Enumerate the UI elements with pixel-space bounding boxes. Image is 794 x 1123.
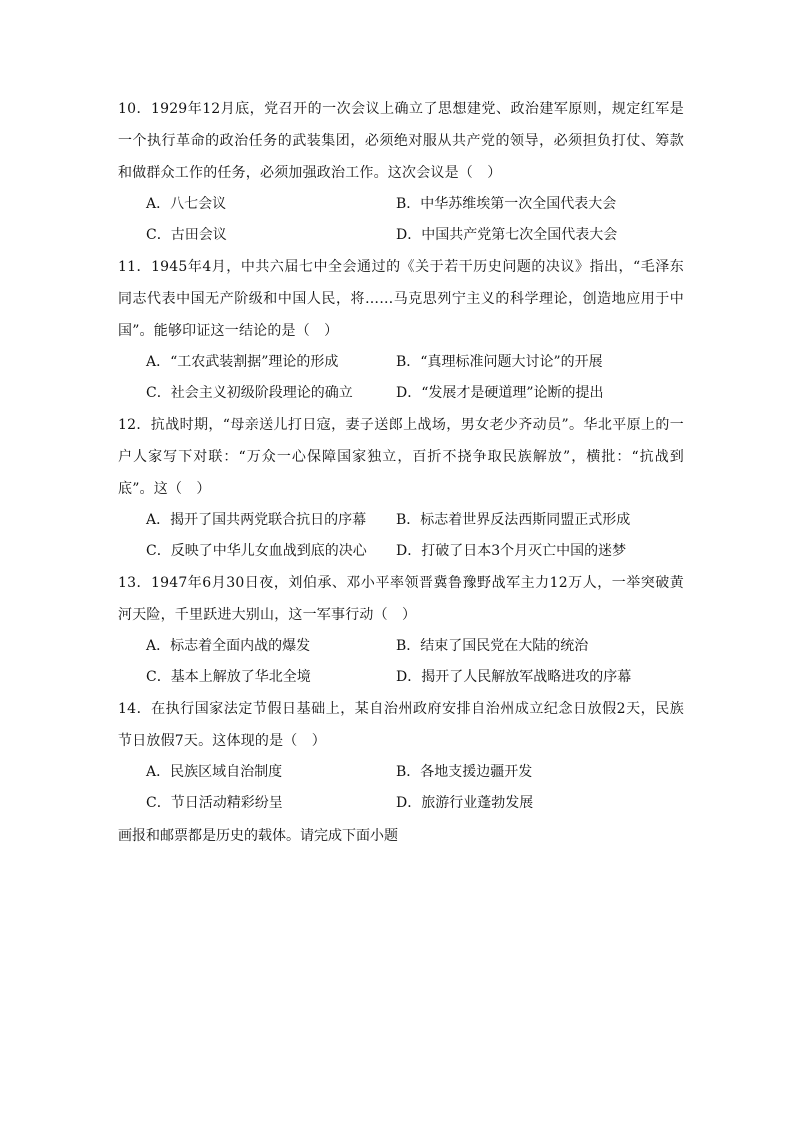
question-list <box>118 93 684 819</box>
answer-option-c[interactable]: C．古田会议 <box>146 227 227 243</box>
answer-option-c[interactable]: C．反映了中华儿女血战到底的决心 <box>146 543 367 559</box>
question-stem: 14．在执行国家法定节假日基础上，某自治州政府安排自治州成立纪念日放假2天，民族节日放假7天。这体现的是（ ） <box>118 701 684 749</box>
answer-option-d[interactable]: D．揭开了人民解放军战略进攻的序幕 <box>396 669 632 685</box>
answer-option-c[interactable]: C．节日活动精彩纷呈 <box>146 795 283 811</box>
answer-option-b[interactable]: B．标志着世界反法西斯同盟正式形成 <box>396 512 631 528</box>
answer-option-c[interactable]: C．基本上解放了华北全境 <box>146 669 311 685</box>
question-stem: 10．1929年12月底，党召开的一次会议上确立了思想建党、政治建军原则，规定红军是一个执行革命的政治任务的武装集团，必须绝对服从共产党的领导，必须担负打仗、筹款和做群众工作的任务，必须加强政治工作。这次会议是（ ） <box>118 101 684 181</box>
answer-option-a[interactable]: A．民族区域自治制度 <box>146 764 283 780</box>
answer-option-b[interactable]: B．中华苏维埃第一次全国代表大会 <box>396 196 617 212</box>
answer-option-a[interactable]: A．标志着全面内战的爆发 <box>146 638 311 654</box>
answer-options <box>118 757 684 819</box>
answer-option-b[interactable]: B．各地支援边疆开发 <box>396 764 533 780</box>
question-14 <box>118 693 684 819</box>
answer-options <box>118 631 684 693</box>
answer-option-a[interactable]: A．八七会议 <box>146 196 227 212</box>
answer-option-c[interactable]: C．社会主义初级阶段理论的确立 <box>146 385 353 401</box>
question-12 <box>118 409 684 567</box>
question-stem: 11．1945年4月，中共六届七中全会通过的《关于若干历史问题的决议》指出，“毛泽东同志代表中国无产阶级和中国人民，将……马克思列宁主义的科学理论，创造地应用于中国”。能够印证这一结论的是（ ） <box>118 259 684 339</box>
group-intro-text: 画报和邮票都是历史的载体。请完成下面小题 <box>118 828 398 844</box>
answer-option-a[interactable]: A．“工农武装割据”理论的形成 <box>146 354 339 370</box>
answer-option-d[interactable]: D．旅游行业蓬勃发展 <box>396 795 534 811</box>
answer-option-d[interactable]: D．中国共产党第七次全国代表大会 <box>396 227 618 243</box>
question-11 <box>118 251 684 409</box>
answer-option-d[interactable]: D．“发展才是硬道理”论断的提出 <box>396 385 604 401</box>
answer-option-d[interactable]: D．打破了日本3个月灭亡中国的迷梦 <box>396 543 627 559</box>
answer-option-a[interactable]: A．揭开了国共两党联合抗日的序幕 <box>146 512 367 528</box>
answer-option-b[interactable]: B．“真理标准问题大讨论”的开展 <box>396 354 603 370</box>
answer-options <box>118 347 684 409</box>
answer-option-b[interactable]: B．结束了国民党在大陆的统治 <box>396 638 589 654</box>
question-stem: 12．抗战时期，“母亲送儿打日寇，妻子送郎上战场，男女老少齐动员”。华北平原上的一户人家写下对联：“万众一心保障国家独立，百折不挠争取民族解放”，横批：“抗战到底”。这（ ） <box>118 417 684 497</box>
question-13 <box>118 567 684 693</box>
answer-options <box>118 189 684 251</box>
question-stem: 13．1947年6月30日夜，刘伯承、邓小平率领晋冀鲁豫野战军主力12万人，一举突破黄河天险，千里跃进大别山，这一军事行动（ ） <box>118 575 684 623</box>
answer-options <box>118 505 684 567</box>
question-10 <box>118 93 684 251</box>
